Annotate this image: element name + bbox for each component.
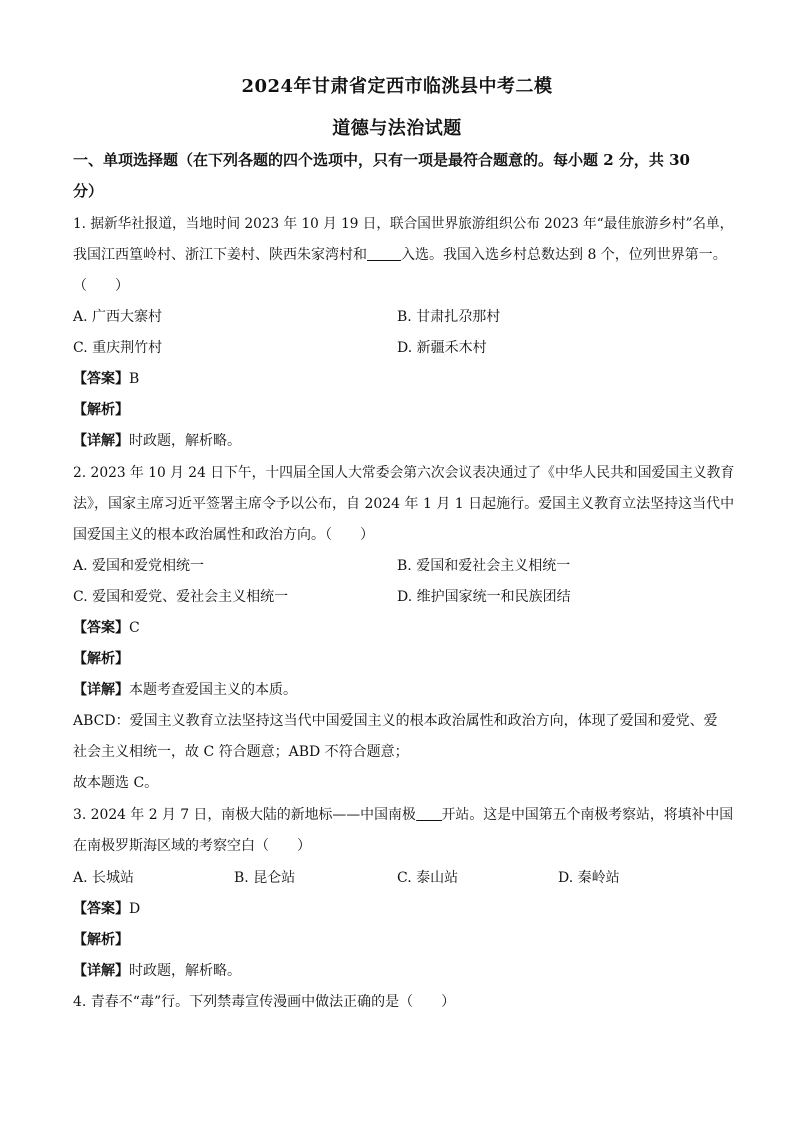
q3-detail [73,964,241,978]
q2-stem-line-2: 法》，国家主席习近平签署主席令予以公布，自 2024 年 1 月 1 日起施行。爱国主义教育立法坚持这当代中 [73,496,735,512]
section-heading-line-2: 分） [73,182,104,200]
q1-option-c: C. 重庆荆竹村 [73,340,163,356]
q3-fill-blank [416,808,442,821]
q1-detail-text: 时政题，解析略。 [129,433,241,449]
q1-option-d: D. 新疆禾木村 [397,340,487,356]
q1-stem-line-2 [73,248,727,262]
q2-detail-tag: 【详解】 [73,682,129,698]
exam-subject-title: 道德与法治试题 [332,118,462,139]
q3-detail-text: 时政题，解析略。 [129,963,241,979]
q3-answer [73,902,140,916]
q3-stem-line-1 [73,808,733,822]
q1-option-b: B. 甘肃扎尕那村 [397,309,501,325]
q1-option-a: A. 广西大寨村 [73,309,163,325]
q2-answer-tag: 【答案】 [73,620,129,636]
q3-stem-line-2: 在南极罗斯海区域的考察空白（ ） [73,838,311,854]
q2-answer-value: C [129,620,140,636]
q1-answer-bracket: （ ） [73,278,129,294]
q1-stem-line-2-part-a: 我国江西篁岭村、浙江下姜村、陕西朱家湾村和 [73,247,367,263]
q2-detail [73,683,297,697]
q1-answer [73,372,139,386]
q3-stem-line-1-part-a: 3. 2024 年 2 月 7 日，南极大陆的新地标——中国南极 [73,807,416,823]
q3-option-a: A. 长城站 [73,870,135,886]
q1-analysis-tag: 【解析】 [73,402,129,418]
q1-answer-value: B [129,371,140,387]
q1-stem-line-2-part-b: 入选。我国入选乡村总数达到 8 个，位列世界第一。 [401,247,727,263]
q2-option-a: A. 爱国和爱党相统一 [73,558,205,574]
q3-option-d: D. 秦岭站 [558,870,620,886]
q4-stem-line-1: 4. 青春不“毒”行。下列禁毒宣传漫画中做法正确的是（ ） [73,994,456,1010]
q2-explanation-line-2: 社会主义相统一，故 C 符合题意；ABD 不符合题意； [73,744,409,760]
q2-stem-line-3: 国爱国主义的根本政治属性和政治方向。（ ） [73,527,374,543]
q2-answer [73,621,140,635]
q2-explanation-line-1: ABCD：爱国主义教育立法坚持这当代中国爱国主义的根本政治属性和政治方向，体现了爱国和爱党、爱 [73,713,718,729]
q3-answer-tag: 【答案】 [73,901,129,917]
q3-analysis-tag: 【解析】 [73,932,129,948]
q2-detail-text: 本题考查爱国主义的本质。 [129,682,297,698]
q1-answer-tag: 【答案】 [73,371,129,387]
q1-stem-line-1: 1. 据新华社报道，当地时间 2023 年 10 月 19 日，联合国世界旅游组织公布 2023 年“最佳旅游乡村”名单， [73,216,734,232]
q3-option-c: C. 泰山站 [397,870,459,886]
exam-title: 2024年甘肃省定西市临洮县中考二模 [241,76,553,97]
q2-conclusion: 故本题选 C。 [73,775,159,791]
q1-detail [73,434,241,448]
q3-option-b: B. 昆仑站 [234,870,296,886]
q3-detail-tag: 【详解】 [73,963,129,979]
q3-stem-line-1-part-b: 开站。这是中国第五个南极考察站，将填补中国 [441,807,734,823]
q3-answer-value: D [129,901,141,917]
q2-option-c: C. 爱国和爱党、爱社会主义相统一 [73,589,289,605]
q1-fill-blank [367,248,401,261]
q2-stem-line-1: 2. 2023 年 10 月 24 日下午，十四届全国人大常委会第六次会议表决通过了《中华人民共和国爱国主义教育 [73,465,735,481]
section-heading-line-1: 一、单项选择题（在下列各题的四个选项中，只有一项是最符合题意的。每小题 2 分，共 30 [73,151,690,169]
q1-detail-tag: 【详解】 [73,433,129,449]
q2-option-d: D. 维护国家统一和民族团结 [397,589,571,605]
q2-analysis-tag: 【解析】 [73,651,129,667]
q2-option-b: B. 爱国和爱社会主义相统一 [397,558,571,574]
